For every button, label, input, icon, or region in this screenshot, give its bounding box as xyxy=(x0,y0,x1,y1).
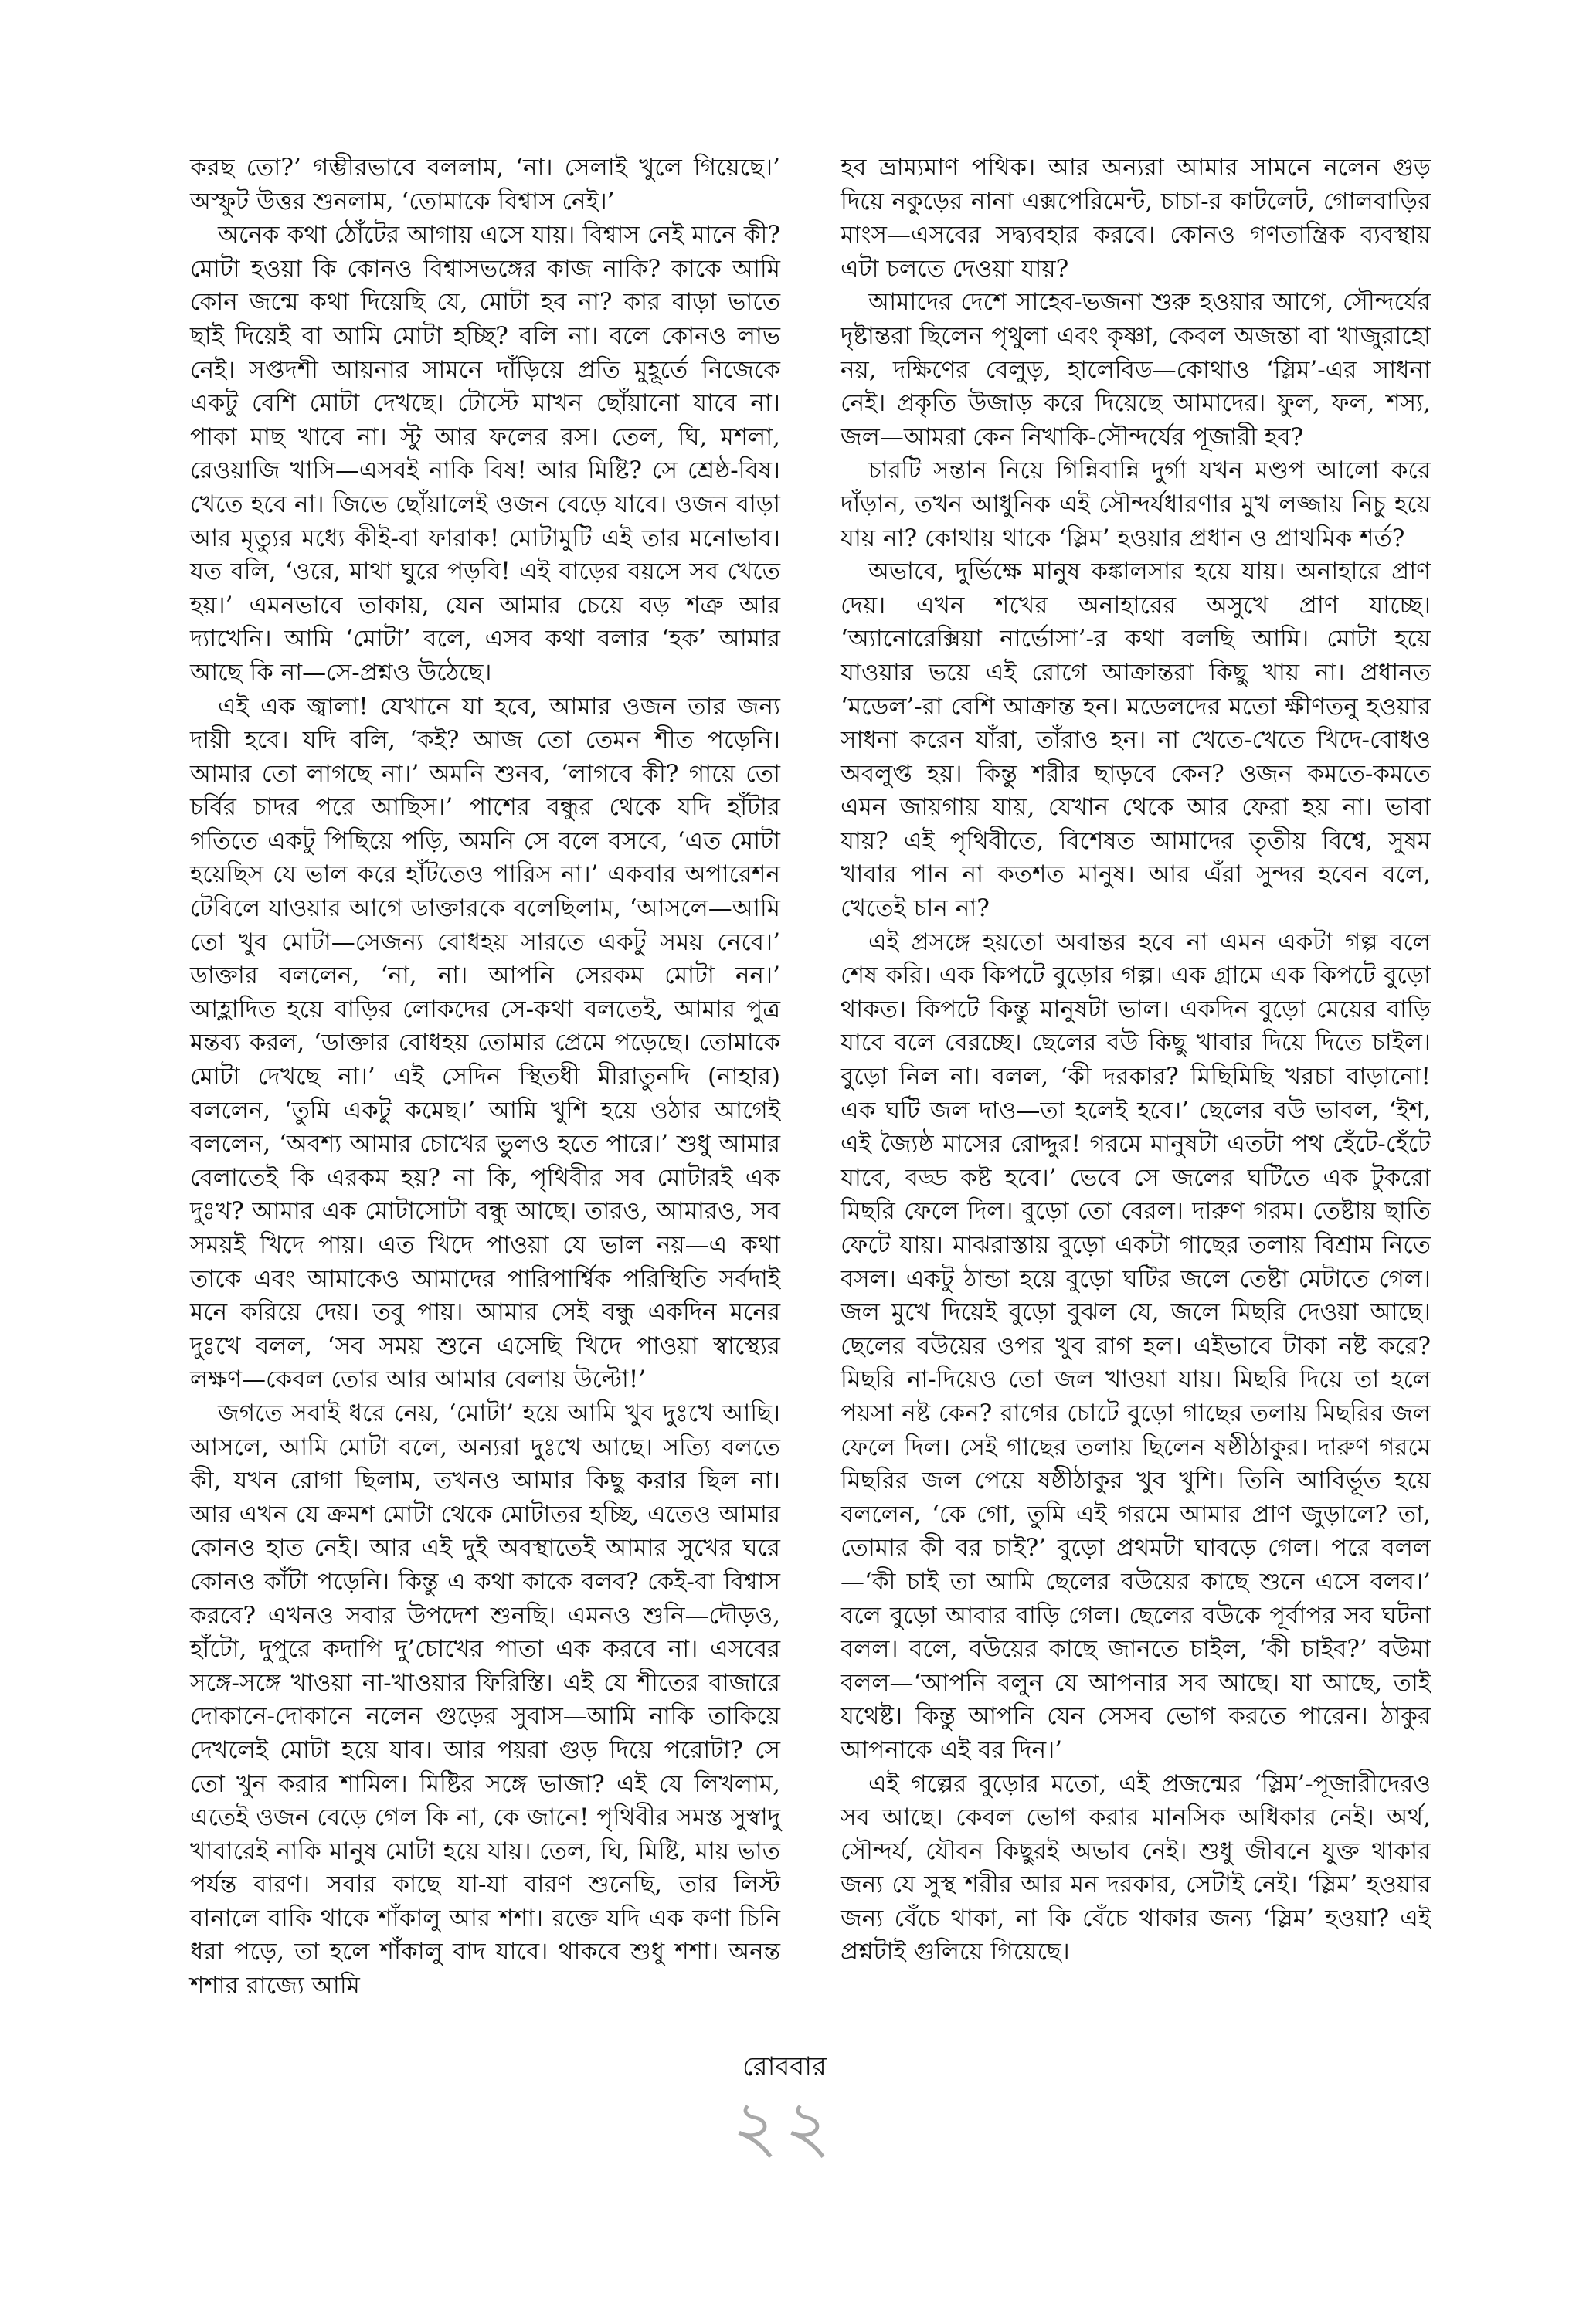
article-column-left xyxy=(190,151,780,2003)
paragraph: এই এক জ্বালা! যেখানে যা হবে, আমার ওজন তার জন্য দায়ী হবে। যদি বলি, ‘কই? আজ তো তেমন শীত পড়েনি। আমার তো লাগছে না।’ অমনি শুনব, ‘লাগবে কী? গায়ে তো চর্বির চাদর পরে আছিস।’ পাশের বন্ধুর থেকে যদি হাঁটার গতিতে একটু পিছিয়ে পড়ি, অমনি সে বলে বসবে, ‘এত মোটা হয়েছিস যে ভাল করে হাঁটতেও পারিস না।’ একবার অপারেশন টেবিলে যাওয়ার আগে ডাক্তারকে বলেছিলাম, ‘আসলে—আমি তো খুব মোটা—সেজন্য বোধহয় সারতে একটু সময় নেবে।’ ডাক্তার বললেন, ‘না, না। আপনি সেরকম মোটা নন।’ আহ্লাদিত হয়ে বাড়ির লোকদের সে-কথা বলতেই, আমার পুত্র মন্তব্য করল, ‘ডাক্তার বোধহয় তোমার প্রেমে পড়েছে। তোমাকে মোটা দেখছে না।’ এই সেদিন স্থিতধী মীরাতুনদি (নাহার) বললেন, ‘তুমি একটু কমেছ।’ আমি খুশি হয়ে ওঠার আগেই বললেন, ‘অবশ্য আমার চোখের ভুলও হতে পারে।’ শুধু আমার বেলাতেই কি এরকম হয়? না কি, পৃথিবীর সব মোটারই এক দুঃখ? আমার এক মোটাসোটা বন্ধু আছে। তারও, আমারও, সব সময়ই খিদে পায়। এত খিদে পাওয়া যে ভাল নয়—এ কথা তাকে এবং আমাকেও আমাদের পারিপার্শ্বিক পরিস্থিতি সর্বদাই মনে করিয়ে দেয়। তবু পায়। আমার সেই বন্ধু একদিন মনের দুঃখে বলল, ‘সব সময় শুনে এসেছি খিদে পাওয়া স্বাস্থ্যের লক্ষণ—কেবল তোর আর আমার বেলায় উল্টো!’ xyxy=(190,692,780,1394)
article-column-right xyxy=(841,151,1431,1969)
article-body xyxy=(0,151,1569,2003)
paragraph: হব ভ্রাম্যমাণ পথিক। আর অন্যরা আমার সামনে নলেন গুড় দিয়ে নকুড়ের নানা এক্সপেরিমেন্ট, চাচা-র কাটলেট, গোলবাড়ির মাংস—এসবের সদ্ব্যবহার করবে। কোনও গণতান্ত্রিক ব্যবস্থায় এটা চলতে দেওয়া যায়? xyxy=(841,154,1431,283)
paragraph: অনেক কথা ঠোঁটের আগায় এসে যায়। বিশ্বাস নেই মানে কী? মোটা হওয়া কি কোনও বিশ্বাসভঙ্গের কাজ নাকি? কাকে আমি কোন জন্মে কথা দিয়েছি যে, মোটা হব না? কার বাড়া ভাতে ছাই দিয়েই বা আমি মোটা হচ্ছি? বলি না। বলে কোনও লাভ নেই। সপ্তদশী আয়নার সামনে দাঁড়িয়ে প্রতি মুহূর্তে নিজেকে একটু বেশি মোটা দেখছে। টোস্টে মাখন ছোঁয়ানো যাবে না। পাকা মাছ খাবে না। স্টু আর ফলের রস। তেল, ঘি, মশলা, রেওয়াজি খাসি—এসবই নাকি বিষ! আর মিষ্টি? সে শ্রেষ্ঠ-বিষ। খেতে হবে না। জিভে ছোঁয়ালেই ওজন বেড়ে যাবে। ওজন বাড়া আর মৃত্যুর মধ্যে কীই-বা ফারাক! মোটামুটি এই তার মনোভাব। যত বলি, ‘ওরে, মাথা ঘুরে পড়বি! এই বাড়ের বয়সে সব খেতে হয়।’ এমনভাবে তাকায়, যেন আমার চেয়ে বড় শত্রু আর দ্যাখেনি। আমি ‘মোটা’ বলে, এসব কথা বলার ‘হক’ আমার আছে কি না—সে-প্রশ্নও উঠেছে। xyxy=(190,221,780,687)
footer-magazine-name: রোববার xyxy=(742,2051,827,2082)
paragraph: এই গল্পের বুড়োর মতো, এই প্রজন্মের ‘স্লিম’-পূজারীদেরও সব আছে। কেবল ভোগ করার মানসিক অধিকার নেই। অর্থ, সৌন্দর্য, যৌবন কিছুরই অভাব নেই। শুধু জীবনে যুক্ত থাকার জন্য যে সুস্থ শরীর আর মন দরকার, সেটাই নেই। ‘স্লিম’ হওয়ার জন্য বেঁচে থাকা, না কি বেঁচে থাকার জন্য ‘স্লিম’ হওয়া? এই প্রশ্নটাই গুলিয়ে গিয়েছে। xyxy=(841,1769,1431,1966)
paragraph: করছ তো?’ গম্ভীরভাবে বললাম, ‘না। সেলাই খুলে গিয়েছে।’ অস্ফুট উত্তর শুনলাম, ‘তোমাকে বিশ্বাস নেই।’ xyxy=(190,154,780,215)
paragraph: জগতে সবাই ধরে নেয়, ‘মোটা’ হয়ে আমি খুব দুঃখে আছি। আসলে, আমি মোটা বলে, অন্যরা দুঃখে আছে। সত্যি বলতে কী, যখন রোগা ছিলাম, তখনও আমার কিছু করার ছিল না। আর এখন যে ক্রমশ মোটা থেকে মোটাতর হচ্ছি, এতেও আমার কোনও হাত নেই। আর এই দুই অবস্থাতেই আমার সুখের ঘরে কোনও কাঁটা পড়েনি। কিন্তু এ কথা কাকে বলব? কেই-বা বিশ্বাস করবে? এখনও সবার উপদেশ শুনছি। এমনও শুনি—দৌড়ও, হাঁটো, দুপুরে কদাপি দু’চোখের পাতা এক করবে না। এসবের সঙ্গে-সঙ্গে খাওয়া না-খাওয়ার ফিরিস্তি। এই যে শীতের বাজারে দোকানে-দোকানে নলেন গুড়ের সুবাস—আমি নাকি তাকিয়ে দেখলেই মোটা হয়ে যাব। আর পয়রা গুড় দিয়ে পরোটা? সে তো খুন করার শামিল। মিষ্টির সঙ্গে ভাজা? এই যে লিখলাম, এতেই ওজন বেড়ে গেল কি না, কে জানে! পৃথিবীর সমস্ত সুস্বাদু খাবারেই নাকি মানুষ মোটা হয়ে যায়। তেল, ঘি, মিষ্টি, মায় ভাত পর্যন্ত বারণ। সবার কাছে যা-যা বারণ শুনেছি, তার লিস্ট বানালে বাকি থাকে শাঁকালু আর শশা। রক্তে যদি এক কণা চিনি ধরা পড়ে, তা হলে শাঁকালু বাদ যাবে। থাকবে শুধু শশা। অনন্ত শশার রাজ্যে আমি xyxy=(190,1399,780,2000)
paragraph: চারটি সন্তান নিয়ে গিন্নিবান্নি দুর্গা যখন মণ্ডপ আলো করে দাঁড়ান, তখন আধুনিক এই সৌন্দর্যধারণার মুখ লজ্জায় নিচু হয়ে যায় না? কোথায় থাকে ‘স্লিম’ হওয়ার প্রধান ও প্রাথমিক শর্ত? xyxy=(841,456,1431,552)
paragraph: এই প্রসঙ্গে হয়তো অবান্তর হবে না এমন একটা গল্প বলে শেষ করি। এক কিপটে বুড়োর গল্প। এক গ্রামে এক কিপটে বুড়ো থাকত। কিপটে কিন্তু মানুষটা ভাল। একদিন বুড়ো মেয়ের বাড়ি যাবে বলে বেরচ্ছে। ছেলের বউ কিছু খাবার দিয়ে দিতে চাইল। বুড়ো নিল না। বলল, ‘কী দরকার? মিছিমিছি খরচা বাড়ানো! এক ঘটি জল দাও—তা হলেই হবে।’ ছেলের বউ ভাবল, ‘ইশ, এই জ্যৈষ্ঠ মাসের রোদ্দুর! গরমে মানুষটা এতটা পথ হেঁটে-হেঁটে যাবে, বড্ড কষ্ট হবে।’ ভেবে সে জলের ঘটিতে এক টুকরো মিছরি ফেলে দিল। বুড়ো তো বেরল। দারুণ গরম। তেষ্টায় ছাতি ফেটে যায়। মাঝরাস্তায় বুড়ো একটা গাছের তলায় বিশ্রাম নিতে বসল। একটু ঠান্ডা হয়ে বুড়ো ঘটির জলে তেষ্টা মেটাতে গেল। জল মুখে দিয়েই বুড়ো বুঝল যে, জলে মিছরি দেওয়া আছে। ছেলের বউয়ের ওপর খুব রাগ হল। এইভাবে টাকা নষ্ট করে? মিছরি না-দিয়েও তো জল খাওয়া যায়। মিছরি দিয়ে তা হলে পয়সা নষ্ট কেন? রাগের চোটে বুড়ো গাছের তলায় মিছরির জল ফেলে দিল। সেই গাছের তলায় ছিলেন ষষ্ঠীঠাকুর। দারুণ গরমে মিছরির জল পেয়ে ষষ্ঠীঠাকুর খুব খুশি। তিনি আবির্ভূত হয়ে বললেন, ‘কে গো, তুমি এই গরমে আমার প্রাণ জুড়ালে? তা, তোমার কী বর চাই?’ বুড়ো প্রথমটা ঘাবড়ে গেল। পরে বলল—‘কী চাই তা আমি ছেলের বউয়ের কাছে শুনে এসে বলব।’ বলে বুড়ো আবার বাড়ি গেল। ছেলের বউকে পূর্বাপর সব ঘটনা বলল। বলে, বউয়ের কাছে জানতে চাইল, ‘কী চাইব?’ বউমা বলল—‘আপনি বলুন যে আপনার সব আছে। যা আছে, তাই যথেষ্ট। কিন্তু আপনি যেন সেসব ভোগ করতে পারেন। ঠাকুর আপনাকে এই বর দিন।’ xyxy=(841,928,1431,1764)
page-number: ২২ xyxy=(732,2085,837,2168)
paragraph: আমাদের দেশে সাহেব-ভজনা শুরু হওয়ার আগে, সৌন্দর্যের দৃষ্টান্তরা ছিলেন পৃথুলা এবং কৃষ্ণা, কেবল অজন্তা বা খাজুরাহো নয়, দক্ষিণের বেলুড়, হালেবিড—কোথাও ‘স্লিম’-এর সাধনা নেই। প্রকৃতি উজাড় করে দিয়েছে আমাদের। ফুল, ফল, শস্য, জল—আমরা কেন নিখাকি-সৌন্দর্যের পূজারী হব? xyxy=(841,288,1431,451)
paragraph: অভাবে, দুর্ভিক্ষে মানুষ কঙ্কালসার হয়ে যায়। অনাহারে প্রাণ দেয়। এখন শখের অনাহারের অসুখে প্রাণ যাচ্ছে। ‘অ্যানোরেক্সিয়া নার্ভোসা’-র কথা বলছি আমি। মোটা হয়ে যাওয়ার ভয়ে এই রোগে আক্রান্তরা কিছু খায় না। প্রধানত ‘মডেল’-রা বেশি আক্রান্ত হন। মডেলদের মতো ক্ষীণতনু হওয়ার সাধনা করেন যাঁরা, তাঁরাও হন। না খেতে-খেতে খিদে-বোধও অবলুপ্ত হয়। কিন্তু শরীর ছাড়বে কেন? ওজন কমতে-কমতে এমন জায়গায় যায়, যেখান থেকে আর ফেরা হয় না। ভাবা যায়? এই পৃথিবীতে, বিশেষত আমাদের তৃতীয় বিশ্বে, সুষম খাবার পান না কতশত মানুষ। আর এঁরা সুন্দর হবেন বলে, খেতেই চান না? xyxy=(841,558,1431,923)
page-footer xyxy=(0,2050,1569,2166)
